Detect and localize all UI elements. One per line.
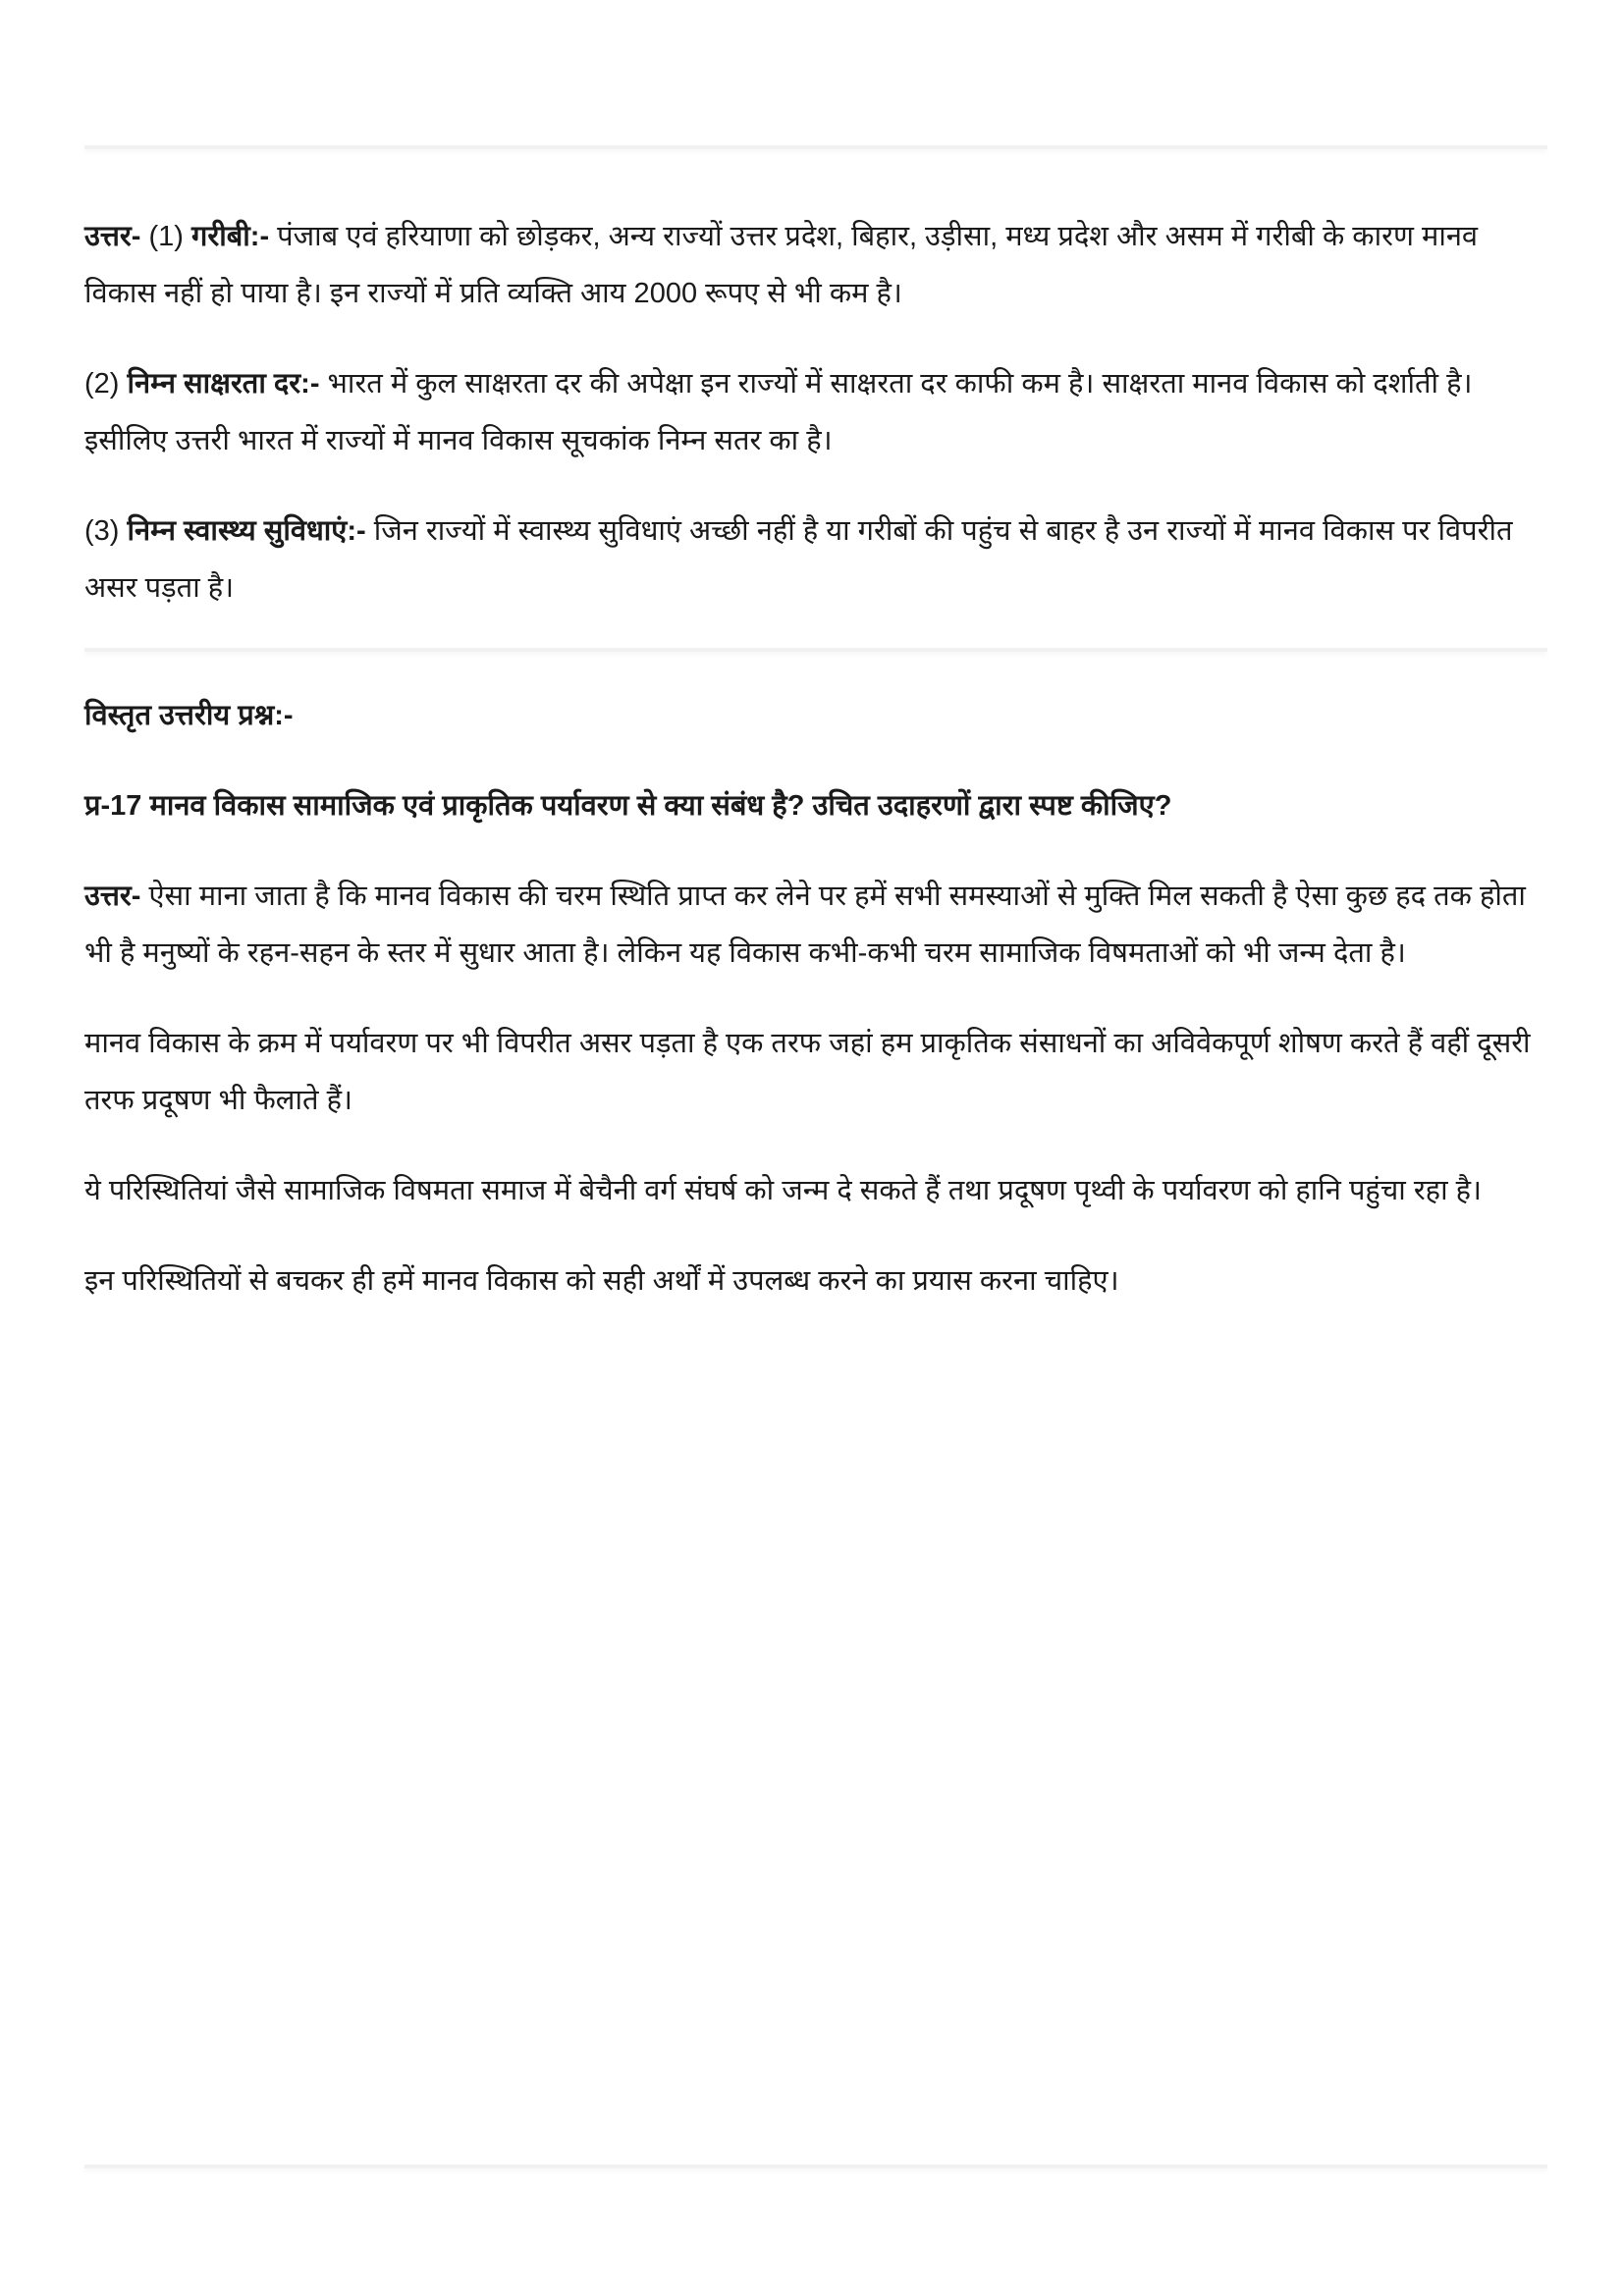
question-text: प्र-17 मानव विकास सामाजिक एवं प्राकृतिक पर्यावरण से क्या संबंध है? उचित उदाहरणों द्वारा स्पष्ट कीजिए? <box>84 790 1172 822</box>
top-divider <box>84 145 1547 149</box>
answer-label: उत्तर- <box>84 881 141 912</box>
answer-paragraph: मानव विकास के क्रम में पर्यावरण पर भी विपरीत असर पड़ता है एक तरफ जहां हम प्राकृतिक संसाधनों का अविवेकपूर्ण शोषण करते हैं वहीं दूसरी तरफ प्रदूषण भी फैलाते हैं। <box>84 1028 1531 1116</box>
answer-literacy <box>84 355 1547 469</box>
point-number: (2) <box>84 368 128 400</box>
answer-text: ऐसा माना जाता है कि मानव विकास की चरम स्थिति प्राप्त कर लेने पर हमें सभी समस्याओं से मुक्ति मिल सकती है ऐसा कुछ हद तक होता भी है मनुष्यों के रहन-सहन के स्तर में सुधार आता है। लेकिन यह विकास कभी-कभी चरम सामाजिक विषमताओं को भी जन्म देता है। <box>84 881 1526 969</box>
section-heading <box>84 687 1547 744</box>
question-17 <box>84 777 1547 834</box>
answer-paragraph: ये परिस्थितियां जैसे सामाजिक विषमता समाज में बेचैनी वर्ग संघर्ष को जन्म दे सकते हैं तथा प्रदूषण पृथ्वी के पर्यावरण को हानि पहुंचा रहा है। <box>84 1175 1483 1206</box>
point-text: जिन राज्यों में स्वास्थ्य सुविधाएं अच्छी नहीं है या गरीबों की पहुंच से बाहर है उन राज्यों में मानव विकास पर विपरीत असर पड़ता है। <box>84 515 1513 604</box>
long-answer-section <box>84 687 1547 1343</box>
point-number: (1) <box>148 221 192 252</box>
point-title: निम्न स्वास्थ्य सुविधाएं:- <box>127 515 366 547</box>
answer-health <box>84 503 1547 616</box>
section-heading-text: विस्तृत उत्तरीय प्रश्न:- <box>84 700 294 731</box>
answer-poverty <box>84 208 1547 322</box>
point-title: गरीबी:- <box>191 221 270 252</box>
point-number: (3) <box>84 515 128 547</box>
answer-17 <box>84 868 1547 982</box>
middle-divider <box>84 648 1547 652</box>
point-text: भारत में कुल साक्षरता दर की अपेक्षा इन राज्यों में साक्षरता दर काफी कम है। साक्षरता मानव विकास को दर्शाती है। इसीलिए उत्तरी भारत में राज्यों में मानव विकास सूचकांक निम्न सतर का है। <box>84 368 1473 456</box>
document-body <box>84 208 1547 650</box>
bottom-divider <box>84 2164 1547 2168</box>
point-text: पंजाब एवं हरियाणा को छोड़कर, अन्य राज्यों उत्तर प्रदेश, बिहार, उड़ीसा, मध्य प्रदेश और असम में गरीबी के कारण मानव विकास नहीं हो पाया है। इन राज्यों में प्रति व्यक्ति आय 2000 रूपए से भी कम है। <box>84 221 1479 309</box>
answer-label: उत्तर- <box>84 221 149 252</box>
answer-paragraph: इन परिस्थितियों से बचकर ही हमें मानव विकास को सही अर्थों में उपलब्ध करने का प्रयास करना चाहिए। <box>84 1265 1119 1297</box>
point-title: निम्न साक्षरता दर:- <box>127 368 320 400</box>
